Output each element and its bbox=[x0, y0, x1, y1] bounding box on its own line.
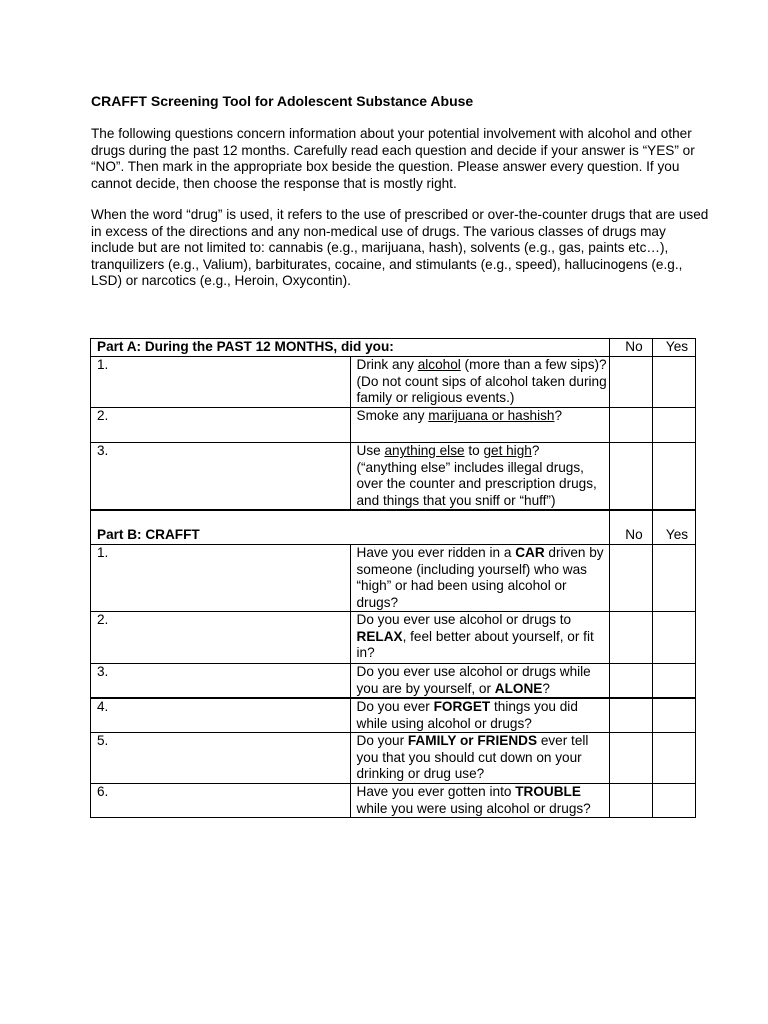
answer-no-checkbox[interactable] bbox=[610, 733, 653, 784]
part-a-heading: Part A: During the PAST 12 MONTHS, did you: bbox=[91, 339, 610, 357]
answer-no-checkbox[interactable] bbox=[610, 698, 653, 733]
crafft-questionnaire-table bbox=[90, 338, 696, 818]
part-a-question-3-row bbox=[91, 443, 696, 511]
question-text: Drink any alcohol (more than a few sips)? (Do not count sips of alcohol taken during family or religious events.) bbox=[350, 357, 610, 408]
question-number: 3. bbox=[91, 443, 351, 511]
question-text: Do your FAMILY or FRIENDS ever tell you that you should cut down on your drinking or drug use? bbox=[350, 733, 610, 784]
no-column-header: No bbox=[610, 339, 653, 357]
answer-yes-checkbox[interactable] bbox=[653, 784, 696, 818]
answer-no-checkbox[interactable] bbox=[610, 408, 653, 443]
intro-paragraph: The following questions concern information about your potential involvement with alcohol and other drugs during the past 12 months. Carefully read each question and decide if your answer is “YES” or “NO”. Then mark in the appropriate box beside the question. Please answer every question. If you cannot decide, then choose the response that is mostly right. bbox=[91, 126, 695, 191]
question-number: 5. bbox=[91, 733, 351, 784]
yes-column-header: Yes bbox=[653, 510, 696, 545]
part-b-question-4-row bbox=[91, 698, 696, 733]
question-text: Do you ever use alcohol or drugs while you are by yourself, or ALONE? bbox=[350, 664, 610, 699]
part-b-header-row bbox=[91, 510, 696, 545]
part-b-question-2-row bbox=[91, 612, 696, 664]
answer-yes-checkbox[interactable] bbox=[653, 698, 696, 733]
part-b-heading: Part B: CRAFFT bbox=[91, 510, 610, 545]
document-title: CRAFFT Screening Tool for Adolescent Substance Abuse bbox=[91, 93, 474, 109]
question-text: Have you ever ridden in a CAR driven by someone (including yourself) who was “high” or had been using alcohol or drugs? bbox=[350, 545, 610, 612]
answer-yes-checkbox[interactable] bbox=[653, 664, 696, 699]
answer-yes-checkbox[interactable] bbox=[653, 443, 696, 511]
question-text: Use anything else to get high? (“anything else” includes illegal drugs, over the counter and prescription drugs, and things that you sniff or “huff”) bbox=[350, 443, 610, 511]
question-number: 4. bbox=[91, 698, 351, 733]
part-b-question-5-row bbox=[91, 733, 696, 784]
answer-yes-checkbox[interactable] bbox=[653, 357, 696, 408]
answer-no-checkbox[interactable] bbox=[610, 443, 653, 511]
question-text: Do you ever use alcohol or drugs to RELAX, feel better about yourself, or fit in? bbox=[350, 612, 610, 664]
part-a-header-row bbox=[91, 339, 696, 357]
answer-no-checkbox[interactable] bbox=[610, 545, 653, 612]
question-text: Do you ever FORGET things you did while using alcohol or drugs? bbox=[350, 698, 610, 733]
answer-no-checkbox[interactable] bbox=[610, 784, 653, 818]
question-number: 2. bbox=[91, 408, 351, 443]
question-text: Smoke any marijuana or hashish? bbox=[350, 408, 610, 443]
question-number: 1. bbox=[91, 545, 351, 612]
part-a-question-2-row bbox=[91, 408, 696, 443]
drug-definition-paragraph: When the word “drug” is used, it refers to the use of prescribed or over-the-counter drugs that are used in excess of the directions and any non-medical use of drugs. The various classes of drugs may include but are not limited to: cannabis (e.g., marijuana, hash), solvents (e.g., gas, paints etc…), tranquilizers (e.g., Valium), barbiturates, cocaine, and stimulants (e.g., speed), hallucinogens (e.g., LSD) or narcotics (e.g., Heroin, Oxycontin). bbox=[91, 207, 709, 288]
part-a-question-1-row bbox=[91, 357, 696, 408]
part-b-question-6-row bbox=[91, 784, 696, 818]
answer-yes-checkbox[interactable] bbox=[653, 612, 696, 664]
question-number: 1. bbox=[91, 357, 351, 408]
part-b-question-3-row bbox=[91, 664, 696, 699]
answer-no-checkbox[interactable] bbox=[610, 612, 653, 664]
yes-column-header: Yes bbox=[653, 339, 696, 357]
answer-yes-checkbox[interactable] bbox=[653, 733, 696, 784]
question-number: 2. bbox=[91, 612, 351, 664]
no-column-header: No bbox=[610, 510, 653, 545]
question-number: 6. bbox=[91, 784, 351, 818]
answer-yes-checkbox[interactable] bbox=[653, 545, 696, 612]
question-number: 3. bbox=[91, 664, 351, 699]
part-b-question-1-row bbox=[91, 545, 696, 612]
answer-yes-checkbox[interactable] bbox=[653, 408, 696, 443]
answer-no-checkbox[interactable] bbox=[610, 664, 653, 699]
answer-no-checkbox[interactable] bbox=[610, 357, 653, 408]
question-text: Have you ever gotten into TROUBLE while you were using alcohol or drugs? bbox=[350, 784, 610, 818]
